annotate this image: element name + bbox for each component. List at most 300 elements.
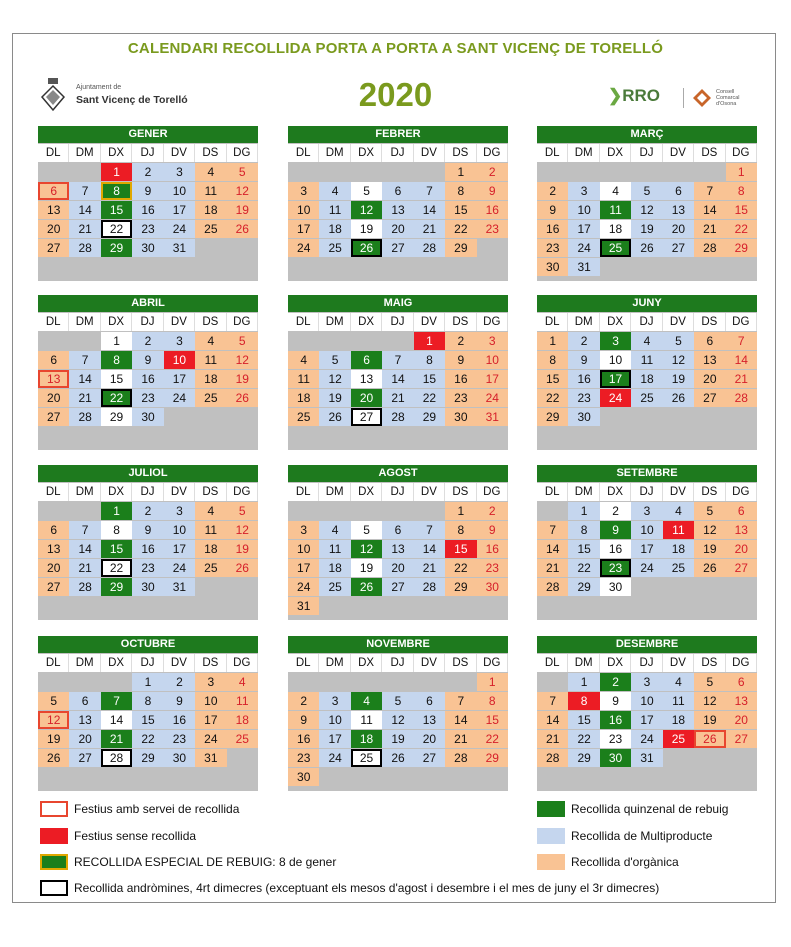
legend-swatch-red-frame (40, 801, 68, 817)
day-cell: 21 (101, 730, 132, 748)
weekday-label: DV (414, 144, 445, 162)
day-cell: 7 (414, 521, 445, 539)
day-cell: 26 (227, 559, 258, 577)
day-cell: 4 (288, 351, 319, 369)
day-cell: 24 (195, 730, 226, 748)
weekday-label: DX (351, 313, 382, 331)
day-cell: 3 (631, 673, 662, 691)
day-cell: 5 (319, 351, 350, 369)
day-cell: 12 (694, 521, 725, 539)
day-cell: 1 (132, 673, 163, 691)
day-cell: 16 (600, 540, 631, 558)
day-cell: 14 (69, 370, 100, 388)
weekday-label: DS (195, 313, 226, 331)
weekday-label: DL (38, 654, 69, 672)
month-header: MAIG (288, 295, 508, 312)
day-cell: 22 (726, 220, 757, 238)
day-cell: 4 (195, 163, 226, 181)
day-cell: 29 (132, 749, 163, 767)
day-cell: 3 (288, 521, 319, 539)
day-cell: 15 (726, 201, 757, 219)
day-cell: 15 (445, 540, 476, 558)
weekday-label: DS (195, 654, 226, 672)
day-cell: 12 (227, 521, 258, 539)
weekday-label: DX (600, 313, 631, 331)
day-cell: 31 (568, 258, 599, 276)
month-header: SETEMBRE (537, 465, 757, 482)
consell-logo-icon (692, 88, 712, 108)
day-cell: 23 (477, 559, 508, 577)
day-cell: 5 (694, 502, 725, 520)
month-octubre (38, 636, 258, 791)
weekday-label: DJ (382, 144, 413, 162)
weekday-label: DJ (132, 654, 163, 672)
day-cell: 24 (288, 578, 319, 596)
month-juliol (38, 465, 258, 620)
legend-label: Recollida de Multiproducte (571, 829, 713, 843)
day-cell: 12 (382, 711, 413, 729)
day-cell: 13 (414, 711, 445, 729)
day-cell: 14 (414, 201, 445, 219)
day-cell: 10 (288, 201, 319, 219)
day-cell: 17 (288, 220, 319, 238)
day-cell: 22 (101, 559, 132, 577)
weekday-label: DX (101, 313, 132, 331)
day-cell: 28 (382, 408, 413, 426)
weekday-label: DJ (631, 483, 662, 501)
day-cell: 5 (631, 182, 662, 200)
day-cell: 17 (631, 711, 662, 729)
day-cell: 7 (69, 351, 100, 369)
day-cell: 20 (414, 730, 445, 748)
weekday-label: DV (663, 144, 694, 162)
weekday-label: DS (445, 654, 476, 672)
day-cell: 4 (227, 673, 258, 691)
day-cell: 2 (132, 332, 163, 350)
weekday-label: DG (227, 654, 258, 672)
day-cell: 23 (477, 220, 508, 238)
day-cell: 23 (537, 239, 568, 257)
day-cell: 10 (319, 711, 350, 729)
day-cell: 19 (351, 559, 382, 577)
day-cell: 2 (537, 182, 568, 200)
day-cell: 22 (568, 730, 599, 748)
weekday-label: DV (414, 654, 445, 672)
day-cell: 16 (288, 730, 319, 748)
day-cell: 15 (101, 540, 132, 558)
month-maig (288, 295, 508, 450)
weekday-label: DG (227, 483, 258, 501)
weekday-label: DM (319, 483, 350, 501)
legend-swatch-orange (537, 854, 565, 870)
day-cell: 23 (288, 749, 319, 767)
day-cell: 13 (663, 201, 694, 219)
day-cell: 16 (600, 711, 631, 729)
day-cell: 28 (445, 749, 476, 767)
weekday-label: DV (164, 483, 195, 501)
day-cell: 8 (414, 351, 445, 369)
day-cell: 1 (445, 502, 476, 520)
weekday-label: DX (351, 654, 382, 672)
day-cell: 25 (195, 559, 226, 577)
day-cell: 10 (288, 540, 319, 558)
weekday-label: DV (414, 483, 445, 501)
day-cell: 22 (537, 389, 568, 407)
day-cell: 19 (351, 220, 382, 238)
day-cell: 29 (477, 749, 508, 767)
day-cell: 17 (288, 559, 319, 577)
day-cell: 20 (663, 220, 694, 238)
year-heading: 2020 (358, 76, 433, 113)
day-cell: 3 (164, 502, 195, 520)
day-cell: 15 (537, 370, 568, 388)
day-cell: 22 (445, 220, 476, 238)
day-cell: 13 (382, 540, 413, 558)
weekday-label: DL (288, 144, 319, 162)
day-cell: 28 (537, 749, 568, 767)
weekday-label: DL (537, 313, 568, 331)
day-cell: 9 (477, 182, 508, 200)
day-cell: 15 (101, 370, 132, 388)
day-cell: 20 (382, 220, 413, 238)
day-cell: 2 (132, 163, 163, 181)
day-cell: 1 (445, 163, 476, 181)
day-cell: 7 (414, 182, 445, 200)
day-cell: 26 (631, 239, 662, 257)
day-cell: 31 (164, 239, 195, 257)
weekday-label: DS (445, 144, 476, 162)
day-cell: 11 (351, 711, 382, 729)
weekday-label: DG (227, 313, 258, 331)
day-cell: 31 (164, 578, 195, 596)
day-cell: 19 (227, 201, 258, 219)
day-cell: 7 (537, 521, 568, 539)
day-cell: 23 (132, 220, 163, 238)
day-cell: 2 (568, 332, 599, 350)
legend-label: Recollida quinzenal de rebuig (571, 802, 729, 816)
weekday-label: DJ (132, 313, 163, 331)
day-cell: 13 (38, 370, 69, 388)
weekday-label: DG (477, 313, 508, 331)
day-cell: 15 (101, 201, 132, 219)
weekday-label: DJ (631, 654, 662, 672)
day-cell: 1 (414, 332, 445, 350)
weekday-label: DX (101, 144, 132, 162)
weekday-label: DJ (631, 144, 662, 162)
day-cell: 18 (319, 220, 350, 238)
day-cell: 23 (600, 730, 631, 748)
day-cell: 25 (663, 730, 694, 748)
day-cell: 31 (477, 408, 508, 426)
day-cell: 27 (382, 239, 413, 257)
weekday-label: DV (414, 313, 445, 331)
weekday-label: DL (288, 654, 319, 672)
month-juny (537, 295, 757, 450)
page-title: CALENDARI RECOLLIDA PORTA A PORTA A SANT VICENÇ DE TORELLÓ (127, 40, 664, 57)
day-cell: 22 (445, 559, 476, 577)
day-cell: 11 (319, 201, 350, 219)
weekday-label: DV (164, 144, 195, 162)
day-cell: 11 (319, 540, 350, 558)
day-cell: 27 (38, 239, 69, 257)
day-cell: 20 (69, 730, 100, 748)
day-cell: 10 (631, 521, 662, 539)
day-cell: 29 (101, 239, 132, 257)
day-cell: 22 (568, 559, 599, 577)
day-cell: 4 (631, 332, 662, 350)
day-cell: 5 (351, 521, 382, 539)
day-cell: 6 (694, 332, 725, 350)
day-cell: 26 (382, 749, 413, 767)
day-cell: 1 (101, 163, 132, 181)
day-cell: 15 (132, 711, 163, 729)
day-cell: 16 (132, 201, 163, 219)
day-cell: 18 (663, 711, 694, 729)
day-cell: 8 (568, 521, 599, 539)
weekday-label: DJ (382, 483, 413, 501)
day-cell: 17 (631, 540, 662, 558)
day-cell: 26 (227, 220, 258, 238)
day-cell: 16 (132, 370, 163, 388)
day-cell: 25 (288, 408, 319, 426)
day-cell: 30 (288, 768, 319, 786)
month-agost (288, 465, 508, 620)
weekday-label: DX (600, 483, 631, 501)
day-cell: 23 (600, 559, 631, 577)
day-cell: 27 (726, 730, 757, 748)
weekday-label: DG (726, 483, 757, 501)
day-cell: 22 (132, 730, 163, 748)
day-cell: 24 (631, 730, 662, 748)
day-cell: 26 (351, 578, 382, 596)
day-cell: 1 (537, 332, 568, 350)
weekday-label: DS (694, 144, 725, 162)
day-cell: 3 (195, 673, 226, 691)
day-cell: 17 (164, 540, 195, 558)
day-cell: 14 (694, 201, 725, 219)
day-cell: 19 (319, 389, 350, 407)
day-cell: 10 (631, 692, 662, 710)
day-cell: 7 (537, 692, 568, 710)
day-cell: 9 (445, 351, 476, 369)
day-cell: 7 (726, 332, 757, 350)
day-cell: 6 (726, 673, 757, 691)
day-cell: 7 (445, 692, 476, 710)
day-cell: 24 (164, 389, 195, 407)
municipal-crest-icon (40, 78, 66, 112)
day-cell: 5 (663, 332, 694, 350)
day-cell: 16 (477, 201, 508, 219)
day-cell: 7 (69, 182, 100, 200)
day-cell: 29 (726, 239, 757, 257)
day-cell: 29 (445, 578, 476, 596)
day-cell: 26 (38, 749, 69, 767)
day-cell: 29 (537, 408, 568, 426)
weekday-label: DG (477, 483, 508, 501)
day-cell: 8 (101, 351, 132, 369)
day-cell: 29 (101, 408, 132, 426)
day-cell: 13 (38, 201, 69, 219)
day-cell: 20 (38, 220, 69, 238)
day-cell: 14 (537, 711, 568, 729)
day-cell: 1 (101, 502, 132, 520)
day-cell: 5 (227, 163, 258, 181)
day-cell: 19 (694, 540, 725, 558)
day-cell: 3 (288, 182, 319, 200)
day-cell: 11 (631, 351, 662, 369)
day-cell: 24 (568, 239, 599, 257)
day-cell: 4 (351, 692, 382, 710)
day-cell: 21 (69, 559, 100, 577)
day-cell: 18 (288, 389, 319, 407)
day-cell: 2 (132, 502, 163, 520)
day-cell: 30 (132, 239, 163, 257)
day-cell: 28 (414, 239, 445, 257)
day-cell: 14 (69, 201, 100, 219)
town-name: Sant Vicenç de Torelló (76, 94, 188, 106)
day-cell: 5 (227, 332, 258, 350)
day-cell: 21 (726, 370, 757, 388)
day-cell: 23 (164, 730, 195, 748)
day-cell: 4 (195, 502, 226, 520)
day-cell: 12 (319, 370, 350, 388)
weekday-label: DX (600, 144, 631, 162)
day-cell: 22 (414, 389, 445, 407)
day-cell: 12 (351, 201, 382, 219)
day-cell: 9 (132, 351, 163, 369)
weekday-label: DL (537, 654, 568, 672)
weekday-label: DM (568, 483, 599, 501)
day-cell: 25 (631, 389, 662, 407)
weekday-label: DS (195, 144, 226, 162)
day-cell: 27 (414, 749, 445, 767)
day-cell: 24 (631, 559, 662, 577)
weekday-label: DS (445, 483, 476, 501)
weekday-label: DJ (631, 313, 662, 331)
day-cell: 15 (445, 201, 476, 219)
day-cell: 25 (351, 749, 382, 767)
day-cell: 22 (477, 730, 508, 748)
weekday-label: DG (726, 654, 757, 672)
day-cell: 3 (164, 332, 195, 350)
day-cell: 9 (600, 521, 631, 539)
month-header: ABRIL (38, 295, 258, 312)
day-cell: 15 (477, 711, 508, 729)
day-cell: 22 (101, 389, 132, 407)
day-cell: 25 (600, 239, 631, 257)
weekday-label: DV (164, 654, 195, 672)
day-cell: 4 (663, 502, 694, 520)
day-cell: 6 (726, 502, 757, 520)
weekday-label: DS (694, 483, 725, 501)
day-cell: 19 (227, 540, 258, 558)
day-cell: 21 (537, 730, 568, 748)
weekday-label: DS (445, 313, 476, 331)
day-cell: 30 (445, 408, 476, 426)
month-header: GENER (38, 126, 258, 143)
day-cell: 18 (195, 201, 226, 219)
month-header: JUNY (537, 295, 757, 312)
day-cell: 11 (195, 351, 226, 369)
day-cell: 17 (164, 370, 195, 388)
day-cell: 24 (477, 389, 508, 407)
day-cell: 16 (568, 370, 599, 388)
day-cell: 18 (663, 540, 694, 558)
day-cell: 6 (38, 182, 69, 200)
day-cell: 2 (600, 673, 631, 691)
weekday-label: DV (663, 654, 694, 672)
day-cell: 6 (414, 692, 445, 710)
day-cell: 8 (568, 692, 599, 710)
day-cell: 16 (132, 540, 163, 558)
day-cell: 11 (663, 521, 694, 539)
day-cell: 9 (600, 692, 631, 710)
day-cell: 8 (101, 521, 132, 539)
weekday-label: DV (164, 313, 195, 331)
weekday-label: DL (38, 483, 69, 501)
day-cell: 8 (132, 692, 163, 710)
day-cell: 24 (319, 749, 350, 767)
weekday-label: DS (694, 313, 725, 331)
day-cell: 12 (351, 540, 382, 558)
weekday-label: DL (38, 144, 69, 162)
day-cell: 26 (319, 408, 350, 426)
day-cell: 21 (694, 220, 725, 238)
month-header: OCTUBRE (38, 636, 258, 653)
day-cell: 7 (101, 692, 132, 710)
day-cell: 18 (600, 220, 631, 238)
day-cell: 3 (164, 163, 195, 181)
day-cell: 11 (195, 521, 226, 539)
day-cell: 4 (319, 182, 350, 200)
day-cell: 6 (69, 692, 100, 710)
day-cell: 10 (195, 692, 226, 710)
day-cell: 25 (195, 220, 226, 238)
day-cell: 23 (568, 389, 599, 407)
month-novembre (288, 636, 508, 791)
weekday-label: DM (69, 483, 100, 501)
day-cell: 1 (101, 332, 132, 350)
day-cell: 10 (164, 351, 195, 369)
day-cell: 12 (663, 351, 694, 369)
day-cell: 13 (726, 521, 757, 539)
day-cell: 15 (568, 540, 599, 558)
day-cell: 12 (227, 182, 258, 200)
day-cell: 30 (164, 749, 195, 767)
day-cell: 11 (227, 692, 258, 710)
day-cell: 21 (414, 220, 445, 238)
day-cell: 10 (600, 351, 631, 369)
day-cell: 17 (568, 220, 599, 238)
rro-logo (608, 86, 758, 110)
day-cell: 26 (663, 389, 694, 407)
day-cell: 29 (414, 408, 445, 426)
day-cell: 1 (477, 673, 508, 691)
day-cell: 9 (477, 521, 508, 539)
day-cell: 14 (101, 711, 132, 729)
weekday-label: DM (69, 654, 100, 672)
month-header: AGOST (288, 465, 508, 482)
legend-swatch-blue (537, 828, 565, 844)
day-cell: 6 (382, 521, 413, 539)
day-cell: 12 (38, 711, 69, 729)
day-cell: 23 (132, 559, 163, 577)
weekday-label: DV (663, 483, 694, 501)
day-cell: 2 (288, 692, 319, 710)
day-cell: 27 (38, 578, 69, 596)
day-cell: 25 (227, 730, 258, 748)
day-cell: 16 (537, 220, 568, 238)
